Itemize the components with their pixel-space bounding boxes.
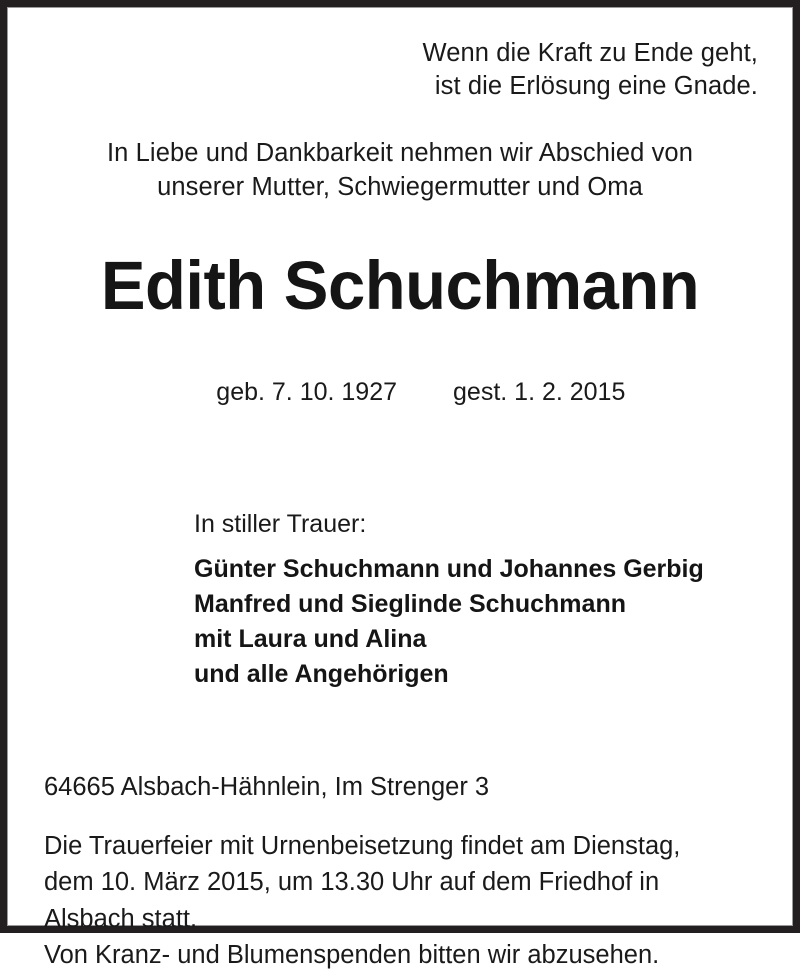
verse-line-2: ist die Erlösung eine Gnade. [434,72,758,101]
funeral-service-details [36,828,764,937]
list-item: Manfred und Sieglinde Schuchmann [194,589,626,618]
mourners-list [194,552,764,692]
flower-request-note: Von Kranz- und Blumenspenden bitten wir abzusehen. [44,940,660,969]
notice-inner-frame [7,7,793,969]
dedication-line-1: In Liebe und Dankbarkeit nehmen wir Abschied von [107,139,693,168]
list-item: Günter Schuchmann und Johannes Gerbig [194,554,704,583]
service-line-1: Die Trauerfeier mit Urnenbeisetzung findet am Dienstag, [44,832,681,861]
deceased-name: Edith Schuchmann [100,246,700,324]
dedication-line-2: unserer Mutter, Schwiegermutter und Oma [157,172,643,201]
list-item: und alle Angehörigen [194,659,449,688]
mourners-block [36,509,764,692]
mourners-heading: In stiller Trauer: [194,509,367,538]
list-item: mit Laura und Alina [194,624,427,653]
service-line-2: dem 10. März 2015, um 13.30 Uhr auf dem Friedhof in [44,868,660,897]
birth-date: geb. 7. 10. 1927 [216,377,398,406]
family-address: 64665 Alsbach-Hähnlein, Im Strenger 3 [44,772,490,801]
dedication-text [36,137,764,204]
verse-line-1: Wenn die Kraft zu Ende geht, [422,39,758,67]
service-line-3: Alsbach statt. [44,904,198,933]
life-dates [36,347,764,437]
memorial-verse [36,37,764,103]
death-date: gest. 1. 2. 2015 [453,377,626,406]
